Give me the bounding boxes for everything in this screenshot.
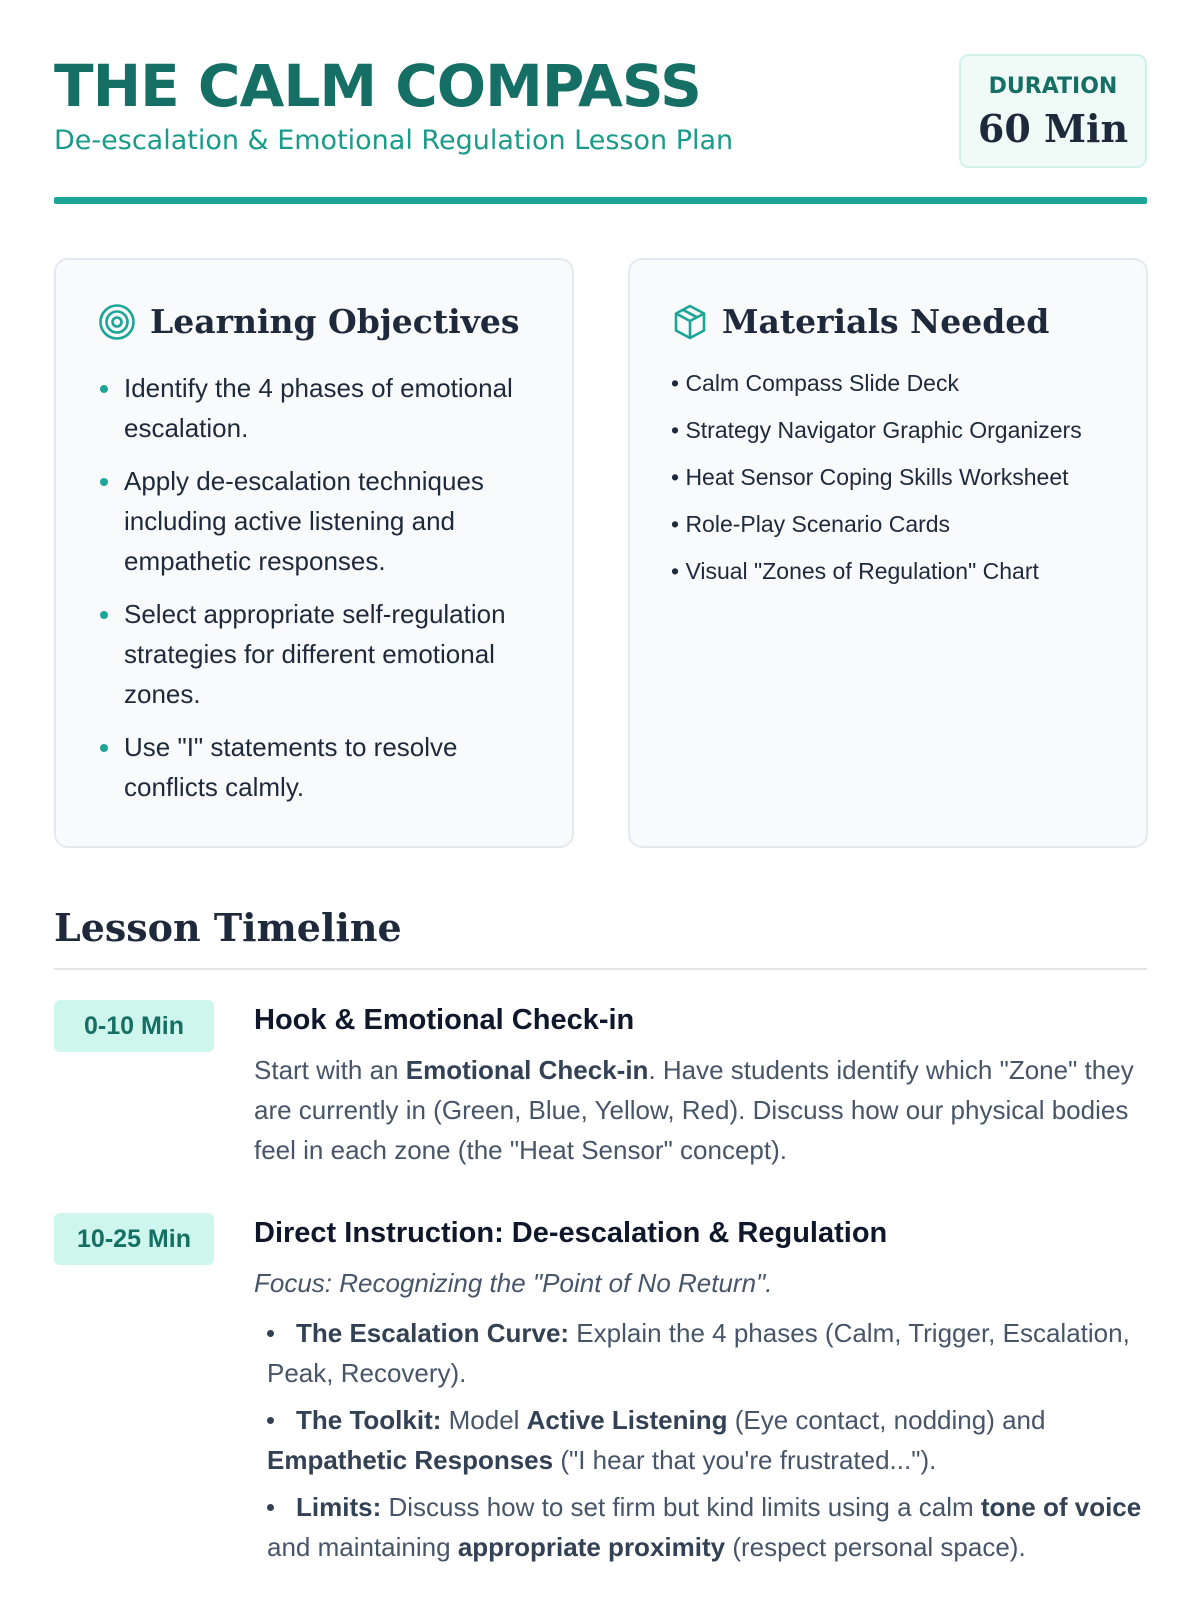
emphasis-text: appropriate proximity [457,1532,726,1562]
timeline-item-focus: Focus: Recognizing the "Point of No Return". [254,1268,773,1298]
material-item: • Strategy Navigator Graphic Organizers [671,417,1082,443]
text-run: Discuss how to set firm but kind limits using a calm [381,1492,981,1522]
material-item: • Visual "Zones of Regulation" Chart [671,558,1039,584]
objective-item [98,368,538,448]
objective-item [98,727,538,807]
emphasis-text: tone of voice [980,1492,1142,1522]
materials-list [671,366,1121,601]
objectives-header [98,302,519,341]
timeline-point [254,1313,1147,1393]
objectives-list [98,368,538,820]
timeline-point [254,1400,1147,1480]
objectives-card [54,258,574,848]
bullet-dot [100,385,108,393]
bullet-dot [100,744,108,752]
timeline-points-list [254,1313,1147,1567]
timeline-point [254,1487,1147,1567]
target-icon [98,303,136,341]
header-divider [54,197,1147,204]
objective-item [98,461,538,581]
emphasis-text: The Escalation Curve: [296,1318,570,1348]
text-run: (respect personal space). [725,1532,1026,1562]
timeline-title: Lesson Timeline [54,905,402,950]
text-run: (Eye contact, nodding) and [727,1405,1046,1435]
page-subtitle: De-escalation & Emotional Regulation Lesson Plan [54,125,734,156]
duration-value: 60 Min [977,106,1129,151]
bullet-dot [267,1504,274,1511]
duration-badge [959,54,1147,168]
lesson-plan-page [54,0,1147,1562]
objective-text: Use "I" statements to resolve conflicts calmly. [124,732,458,802]
time-badge: 10-25 Min [54,1213,214,1265]
duration-label: DURATION [988,74,1118,99]
objectives-title: Learning Objectives [150,302,520,341]
timeline-item-heading: Hook & Emotional Check-in [254,1004,635,1036]
bullet-dot [267,1417,274,1424]
material-item: • Role-Play Scenario Cards [671,511,951,537]
text-run: ("I hear that you're frustrated..."). [553,1445,937,1475]
materials-card [628,258,1148,848]
emphasis-text: The Toolkit: [296,1405,442,1435]
bullet-dot [100,478,108,486]
material-item: • Heat Sensor Coping Skills Worksheet [671,464,1069,490]
text-run: and maintaining [267,1532,458,1562]
bullet-dot [100,611,108,619]
materials-header [672,302,1049,341]
emphasis-text: Emotional Check-in [405,1055,649,1085]
material-item: • Calm Compass Slide Deck [671,370,959,396]
timeline-divider [54,968,1147,970]
bullet-dot [267,1330,274,1337]
page-title: THE CALM COMPASS [54,52,701,120]
text-run: . Have students identify which "Zone" they are currently in (Green, Blue, Yellow, Red). Discuss how our physical bodies feel in each zone (the "Heat Sensor" concept). [254,1055,1134,1165]
emphasis-text: Active Listening [526,1405,728,1435]
emphasis-text: Limits: [296,1492,382,1522]
timeline-item-body [254,1000,1147,1170]
objective-item [98,594,538,714]
text-run: Explain the 4 phases (Calm, Trigger, Escalation, Peak, Recovery). [267,1318,1130,1388]
page-header [54,0,1147,204]
emphasis-text: Empathetic Responses [267,1445,554,1475]
materials-title: Materials Needed [722,302,1050,341]
objective-text: Identify the 4 phases of emotional escalation. [124,373,513,443]
time-badge: 0-10 Min [54,1000,214,1052]
timeline-item-body [254,1213,1147,1574]
objective-text: Select appropriate self-regulation strategies for different emotional zones. [124,599,506,709]
timeline-item-heading: Direct Instruction: De-escalation & Regulation [254,1217,888,1249]
package-icon [672,303,708,341]
text-run: Model [441,1405,527,1435]
timeline-item-description [254,1050,1147,1170]
text-run: Start with an [254,1055,406,1085]
objective-text: Apply de-escalation techniques including active listening and empathetic responses. [124,466,484,576]
